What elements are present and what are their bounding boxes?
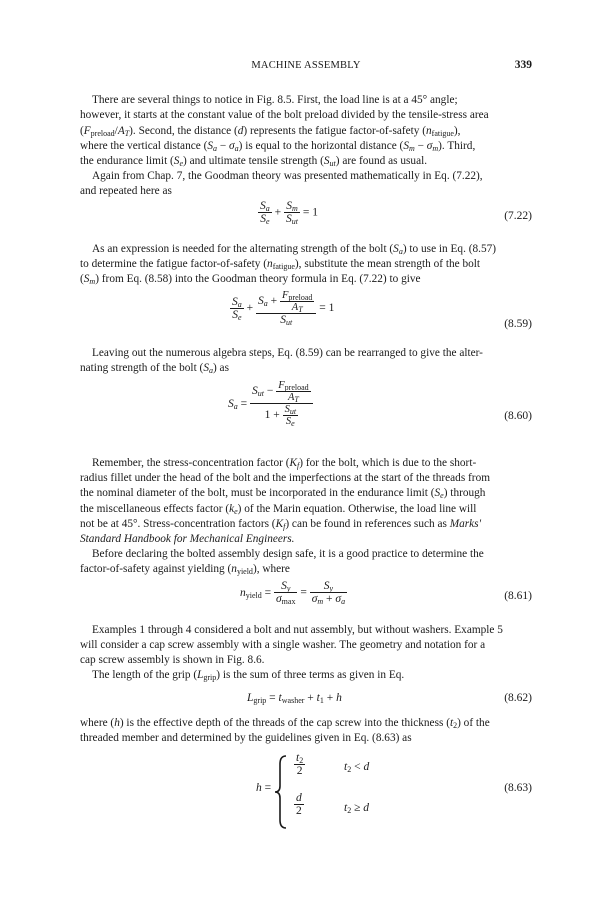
paragraph-5-line-2: radius fillet under the head of the bolt and the imperfections at the start of the threads from xyxy=(80,472,491,484)
paragraph-5-line-6: Standard Handbook for Mechanical Engineers. xyxy=(80,533,295,545)
paragraph-4-line-2: nating strength of the bolt $(S_a)$ as xyxy=(80,362,229,375)
equation-8-62: $L_{grip} = t_{washer} + t_1 + h$ (8.62) xyxy=(247,692,532,705)
equation-number: (7.22) xyxy=(504,210,532,222)
left-brace xyxy=(274,754,288,830)
paragraph-3-line-3: $(S_m)$ from Eq. (8.58) into the Goodman theory formula in Eq. (7.22) to give xyxy=(80,273,421,286)
equation-number: (8.61) xyxy=(504,590,532,602)
paragraph-2-line-1: Again from Chap. 7, the Goodman theory was presented mathematically in Eq. (7.22), xyxy=(92,170,483,182)
equation-number: (8.62) xyxy=(504,692,532,704)
paragraph-5-line-3: the nominal diameter of the bolt, must be incorporated in the endurance limit $(S_e)$ through xyxy=(80,487,486,500)
paragraph-8-line-1: The length of the grip $(L_{grip})$ is the sum of three terms as given in Eq. xyxy=(92,669,405,682)
equation-number: (8.59) xyxy=(504,318,532,330)
equation-7-22: $\frac{S_a}{S_e}$ + $\frac{S_m}{S_{ut}}$ = 1 (7.22) xyxy=(260,200,532,226)
paragraph-7-line-3: cap screw assembly is shown in Fig. 8.6. xyxy=(80,654,265,666)
paragraph-4-line-1: Leaving out the numerous algebra steps, Eq. (8.59) can be rearranged to give the alter- xyxy=(92,347,483,359)
paragraph-5-line-5: not be at 45°. Stress-concentration factors $(K_f)$ can be found in references such as Marks' xyxy=(80,518,481,531)
chapter-title: MACHINE ASSEMBLY xyxy=(251,60,361,71)
paragraph-6-line-1: Before declaring the bolted assembly design safe, it is a good practice to determine the xyxy=(92,548,484,560)
equation-number: (8.60) xyxy=(504,410,532,422)
equation-8-61: $n_{yield}$ = $\frac{S_y}{\sigma_{max}}$ = $\frac{S_y}{\sigma_m + \sigma_a}$ (8.61) xyxy=(240,580,532,606)
paragraph-1-line-2: however, it starts at the constant value of the bolt preload divided by the tensile-stress area xyxy=(80,109,489,121)
equation-8-59: $\frac{S_a}{S_e}$ + $S_a$ + $\frac{F_{preload}}{A_T}$ $S_{ut}$ = 1 (8.59) xyxy=(232,290,532,330)
paragraph-1-line-3: $(F_{preload}/A_T)$. Second, the distance (d) represents the fatigue factor-of-safety $(n_{fatigue})$, xyxy=(80,125,461,138)
paragraph-3-line-2: to determine the fatigue factor-of-safety $(n_{fatigue})$, substitute the mean strength of the bolt xyxy=(80,258,481,271)
equation-number: (8.63) xyxy=(504,782,532,794)
paragraph-5-line-1: Remember, the stress-concentration factor $(K_f)$ for the bolt, which is due to the short- xyxy=(92,457,477,470)
paragraph-3-line-1: As an expression is needed for the alternating strength of the bolt $(S_a)$ to use in Eq. (8.57) xyxy=(92,243,497,256)
running-header xyxy=(80,60,532,76)
paragraph-5-line-4: the miscellaneous effects factor $(k_e)$ of the Marin equation. Otherwise, the load line will xyxy=(80,503,477,516)
page-number: 339 xyxy=(514,59,532,71)
paragraph-9-line-2: threaded member and determined by the guidelines given in Eq. (8.63) as xyxy=(80,732,412,744)
paragraph-1-line-1: There are several things to notice in Fig. 8.5. First, the load line is at a 45° angle; xyxy=(92,94,458,106)
paragraph-7-line-2: will consider a cap screw assembly with a single washer. The geometry and notation for a xyxy=(80,639,486,651)
equation-8-60: $S_a$ = $S_{ut}$ − $\frac{F_{preload}}{A_T}$ 1 + $\frac{S_{ut}}{S_e}$ (8.60) xyxy=(228,380,532,428)
paragraph-6-line-2: factor-of-safety against yielding $(n_{yield})$, where xyxy=(80,563,290,576)
paragraph-9-line-1: where (h) is the effective depth of the threads of the cap screw into the thickness $(t_2)$ of the xyxy=(80,717,490,730)
paragraph-2-line-2: and repeated here as xyxy=(80,185,172,197)
paragraph-1-line-4: where the vertical distance $(S_a - \sigma_a)$ is equal to the horizontal distance $(S_m - \sigma_m)$. Third, xyxy=(80,140,476,153)
equation-8-63: h = $\frac{t_2}{2}$ $t_2 < d$ $\frac{d}{2}$ $t_2 \ge d$ (8.63) xyxy=(80,752,532,832)
paragraph-1-line-5: the endurance limit $(S_e)$ and ultimate tensile strength $(S_{ut})$ are found as usual. xyxy=(80,155,428,168)
paragraph-7-line-1: Examples 1 through 4 considered a bolt and nut assembly, but without washers. Example 5 xyxy=(92,624,503,636)
